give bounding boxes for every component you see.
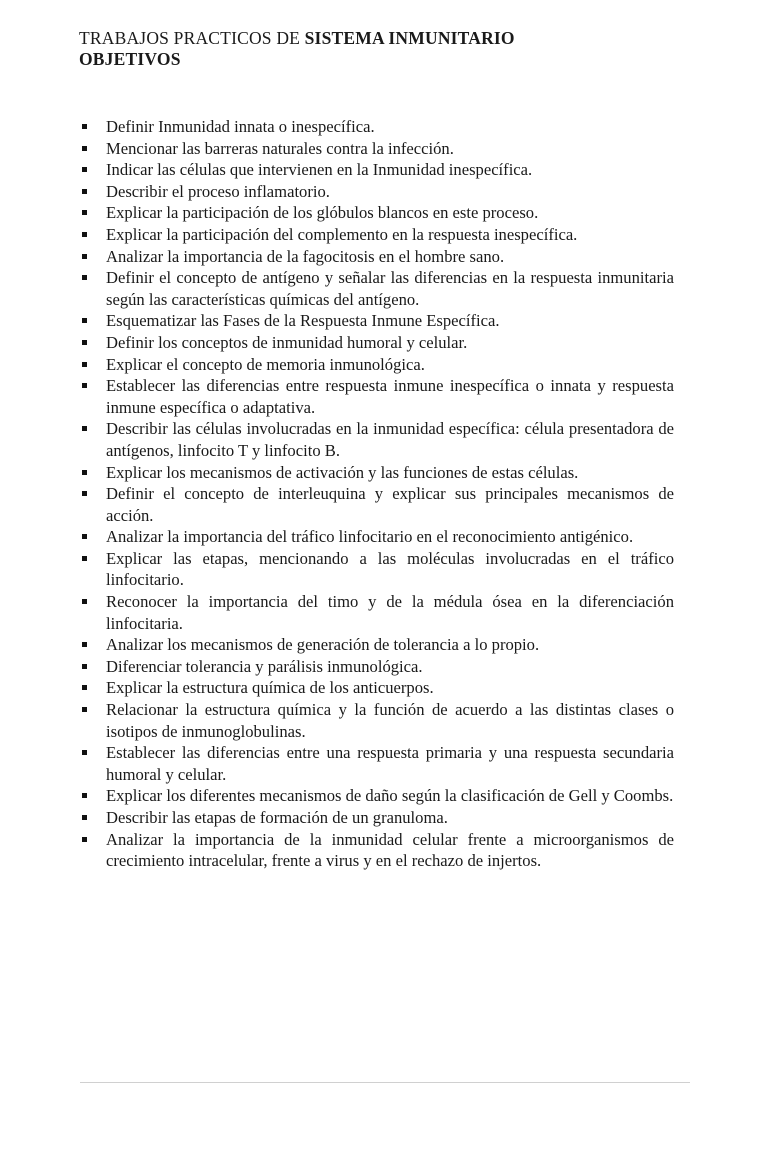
bullet-square-icon xyxy=(82,124,87,129)
objective-item xyxy=(82,224,674,246)
bullet-square-icon xyxy=(82,750,87,755)
objective-text: Definir el concepto de antígeno y señalar las diferencias en la respuesta inmunitaria según las características químicas del antígeno. xyxy=(106,268,674,309)
objective-text: Describir las células involucradas en la inmunidad específica: célula presentadora de antígenos, linfocito T y linfocito B. xyxy=(106,419,674,460)
objective-text: Indicar las células que intervienen en la Inmunidad inespecífica. xyxy=(106,160,533,180)
objective-text: Explicar los mecanismos de activación y las funciones de estas células. xyxy=(106,462,579,482)
objective-item xyxy=(82,116,674,138)
objective-item xyxy=(82,656,674,678)
objective-text: Mencionar las barreras naturales contra la infección. xyxy=(106,138,454,158)
objective-text: Explicar la participación de los glóbulos blancos en este proceso. xyxy=(106,203,539,223)
objective-text: Analizar los mecanismos de generación de tolerancia a lo propio. xyxy=(106,635,540,655)
objective-text: Analizar la importancia del tráfico linfocitario en el reconocimiento antigénico. xyxy=(106,527,634,547)
bullet-square-icon xyxy=(82,426,87,431)
bullet-square-icon xyxy=(82,210,87,215)
objective-text: Establecer las diferencias entre respuesta inmune inespecífica o innata y respuesta inmune específica o adaptativa. xyxy=(106,376,674,417)
objective-item xyxy=(82,634,674,656)
bullet-square-icon xyxy=(82,534,87,539)
objective-item xyxy=(82,246,674,268)
objective-item xyxy=(82,332,674,354)
objective-item xyxy=(82,785,674,807)
objective-item xyxy=(82,742,674,785)
bullet-square-icon xyxy=(82,362,87,367)
objective-item xyxy=(82,591,674,634)
objective-item xyxy=(82,829,674,872)
objective-item xyxy=(82,267,674,310)
bullet-square-icon xyxy=(82,837,87,842)
bullet-square-icon xyxy=(82,556,87,561)
bullet-square-icon xyxy=(82,318,87,323)
objective-item xyxy=(82,462,674,484)
objective-item xyxy=(82,807,674,829)
objectives-list xyxy=(82,116,674,872)
objective-text: Analizar la importancia de la fagocitosis en el hombre sano. xyxy=(106,246,505,266)
header-title-prefix: TRABAJOS PRACTICOS DE xyxy=(79,28,301,48)
objective-text: Analizar la importancia de la inmunidad celular frente a microorganismos de crecimiento intracelular, frente a virus y en el rechazo de injertos. xyxy=(106,829,674,871)
bullet-square-icon xyxy=(82,815,87,820)
objective-text: Definir los conceptos de inmunidad humoral y celular. xyxy=(106,332,468,352)
objective-item xyxy=(82,354,674,376)
bullet-square-icon xyxy=(82,599,87,604)
objective-text: Explicar la estructura química de los anticuerpos. xyxy=(106,678,434,698)
bullet-square-icon xyxy=(82,340,87,345)
objective-item xyxy=(82,526,674,548)
bullet-square-icon xyxy=(82,383,87,388)
objective-text: Explicar el concepto de memoria inmunológica. xyxy=(106,354,425,374)
bullet-square-icon xyxy=(82,146,87,151)
objective-text: Reconocer la importancia del timo y de la médula ósea en la diferenciación linfocitaria. xyxy=(106,592,674,633)
objective-item xyxy=(82,483,674,526)
objective-item xyxy=(82,181,674,203)
objective-item xyxy=(82,418,674,461)
objective-text: Relacionar la estructura química y la función de acuerdo a las distintas clases o isotipos de inmunoglobulinas. xyxy=(106,700,674,741)
objective-text: Explicar los diferentes mecanismos de daño según la clasificación de Gell y Coombs. xyxy=(106,786,674,806)
bullet-square-icon xyxy=(82,707,87,712)
objective-item xyxy=(82,548,674,591)
document-header xyxy=(79,28,719,70)
bullet-square-icon xyxy=(82,189,87,194)
header-title-line xyxy=(79,28,719,49)
objective-item xyxy=(82,699,674,742)
objective-text: Describir las etapas de formación de un granuloma. xyxy=(106,808,448,827)
bullet-square-icon xyxy=(82,491,87,496)
objective-item xyxy=(82,202,674,224)
objective-item xyxy=(82,138,674,160)
bullet-square-icon xyxy=(82,470,87,475)
scan-noise-line xyxy=(80,1082,690,1083)
objective-item xyxy=(82,677,674,699)
section-heading-objectives: OBJETIVOS xyxy=(79,49,181,69)
objective-item xyxy=(82,375,674,418)
bullet-square-icon xyxy=(82,664,87,669)
objective-text: Esquematizar las Fases de la Respuesta Inmune Específica. xyxy=(106,311,500,331)
objective-item xyxy=(82,159,674,181)
objective-item xyxy=(82,310,674,332)
bullet-square-icon xyxy=(82,167,87,172)
bullet-square-icon xyxy=(82,232,87,237)
bullet-square-icon xyxy=(82,642,87,647)
header-title-subject: SISTEMA INMUNITARIO xyxy=(304,28,515,48)
objective-text: Definir Inmunidad innata o inespecífica. xyxy=(106,117,375,136)
bullet-square-icon xyxy=(82,793,87,798)
objective-text: Establecer las diferencias entre una respuesta primaria y una respuesta secundaria humoral y celular. xyxy=(106,743,674,784)
bullet-square-icon xyxy=(82,685,87,690)
objective-text: Explicar las etapas, mencionando a las moléculas involucradas en el tráfico linfocitario. xyxy=(106,548,674,590)
objective-text: Diferenciar tolerancia y parálisis inmunológica. xyxy=(106,656,423,676)
bullet-square-icon xyxy=(82,254,87,259)
objective-text: Definir el concepto de interleuquina y explicar sus principales mecanismos de acción. xyxy=(106,484,674,525)
bullet-square-icon xyxy=(82,275,87,280)
objective-text: Explicar la participación del complemento en la respuesta inespecífica. xyxy=(106,224,578,244)
objective-text: Describir el proceso inflamatorio. xyxy=(106,181,330,201)
